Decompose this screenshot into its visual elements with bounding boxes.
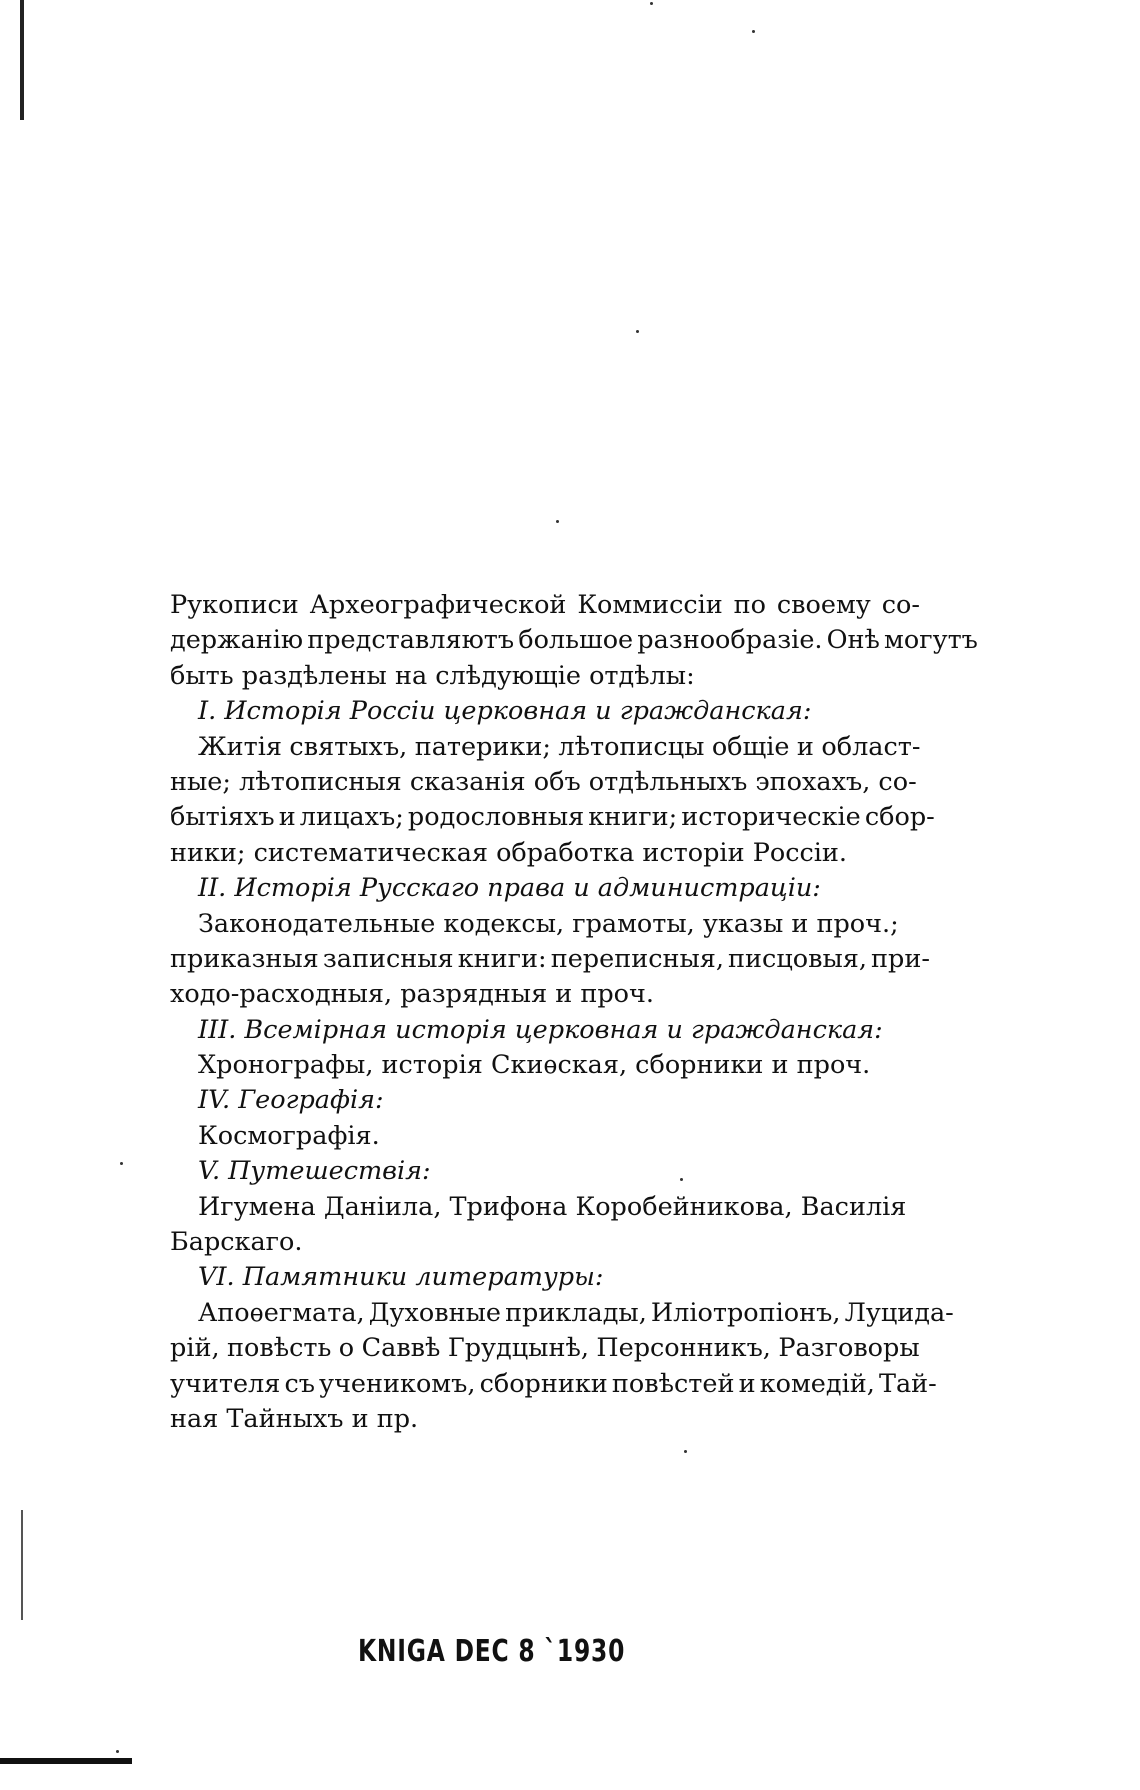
intro-line-3: быть раздѣлены на слѣдующіе отдѣлы: [170,660,695,691]
library-date-stamp: KNIGA DEC 8 `1930 [358,1634,626,1669]
scan-speck [636,330,639,333]
section-6-line-4: ная Тайныхъ и пр. [170,1403,419,1434]
intro-word: своему [776,590,871,620]
intro-line-1 [170,588,920,623]
intro-word: Рукописи [170,590,299,620]
section-5-line-2: Барскаго. [170,1227,303,1258]
section-heading-2: II. Исторія Русскаго права и администраціи: [198,873,821,904]
section-6-line-3: учителя съ ученикомъ, сборники повѣстей и комедій, Тай- [170,1368,937,1399]
section-heading-4: IV. Географія: [198,1085,384,1116]
section-heading-6: VI. Памятники литературы: [198,1262,604,1293]
intro-line-2: держанію представляютъ большое разнообразіе. Онѣ могутъ [170,625,978,656]
body-text [170,588,978,1437]
section-3-line-1: Хронографы, исторія Скиѳская, сборники и проч. [198,1050,871,1081]
scan-speck [684,1450,687,1453]
scan-speck [556,520,559,523]
section-1-line-2: ные; лѣтописныя сказанія объ отдѣльныхъ эпохахъ, со- [170,766,917,797]
section-1-line-3: бытіяхъ и лицахъ; родословныя книги; историческіе сбор- [170,802,935,833]
scan-speck [120,1162,123,1165]
section-2-line-3: ходо-расходныя, разрядныя и проч. [170,979,655,1010]
scan-speck [752,30,755,33]
intro-word: по [733,590,767,620]
section-6-line-1: Апоѳегмата, Духовные приклады, Иліотропіонъ, Луцида- [198,1297,954,1328]
binding-edge-mark [20,0,24,120]
scan-speck [650,2,653,5]
section-1-line-1: Житія святыхъ, патерики; лѣтописцы общіе и област- [198,731,921,762]
section-2-line-1: Законодательные кодексы, грамоты, указы и проч.; [198,908,899,939]
intro-word: со- [881,590,920,620]
section-6-line-2: рій, повѣсть о Саввѣ Грудцынѣ, Персонникъ, Разговоры [170,1333,920,1364]
binding-edge-mark-lower [21,1510,23,1620]
section-2-line-2: приказныя записныя книги: переписныя, писцовыя, при- [170,943,930,974]
section-1-line-4: ники; систематическая обработка исторіи Россіи. [170,837,848,868]
section-heading-1: I. Исторія Россіи церковная и гражданская: [198,696,812,727]
section-heading-5: V. Путешествія: [198,1156,431,1187]
intro-word: Коммиссіи [577,590,723,620]
intro-word: Археографической [309,590,567,620]
scan-speck [116,1750,119,1753]
section-5-line-1: Игумена Даніила, Трифона Коробейникова, Василія [198,1191,907,1222]
section-4-line-1: Космографія. [198,1120,380,1151]
scan-edge-bar [0,1758,132,1764]
section-heading-3: III. Всемірная исторія церковная и гражданская: [198,1014,883,1045]
